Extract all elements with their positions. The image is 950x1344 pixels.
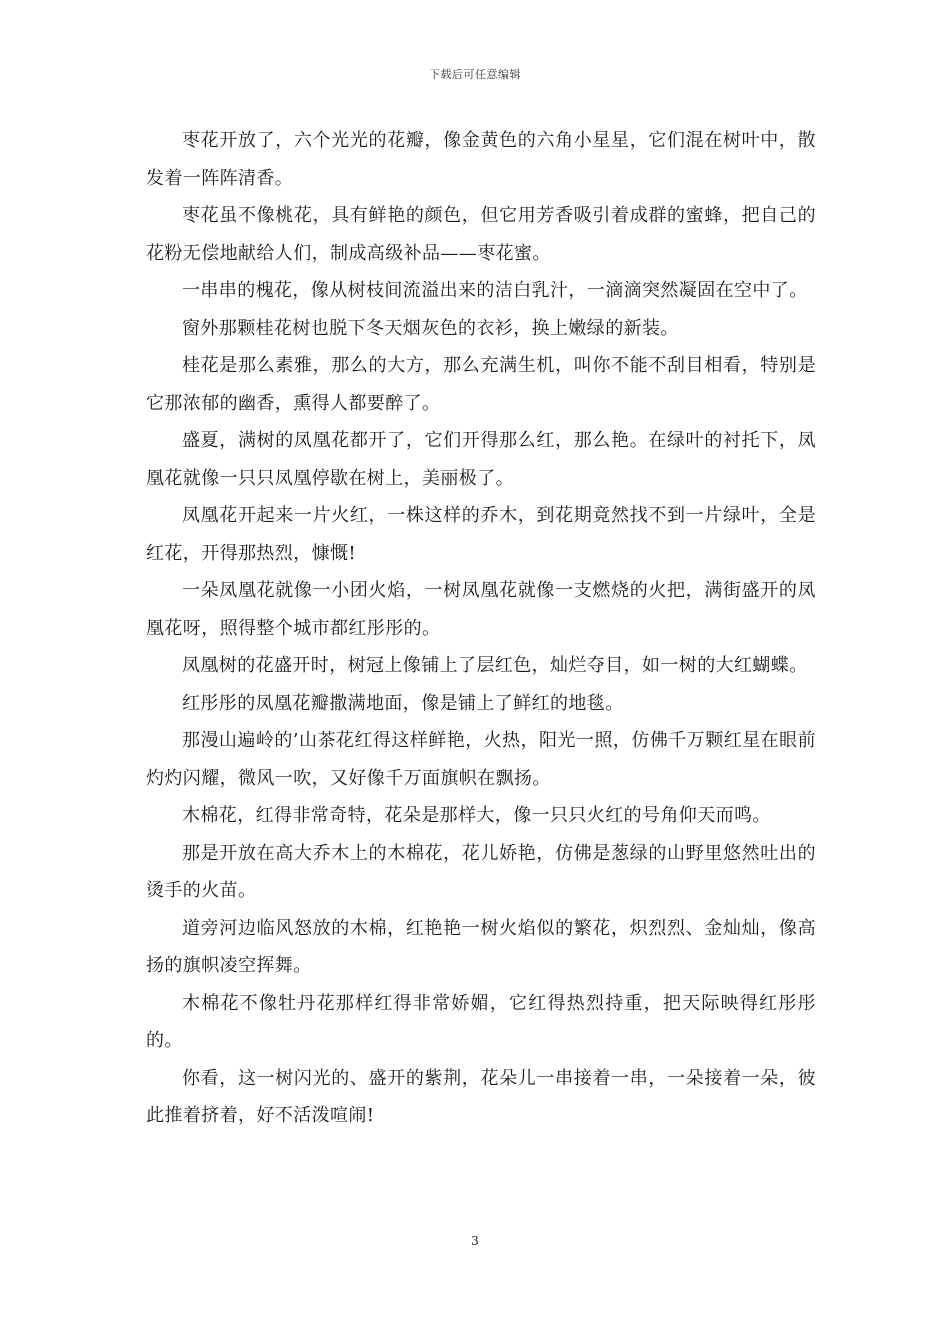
paragraph: 枣花开放了，六个光光的花瓣，像金黄色的六角小星星，它们混在树叶中，散发着一阵阵清香。 bbox=[146, 130, 816, 189]
paragraph: 凤凰树的花盛开时，树冠上像铺上了层红色，灿烂夺目，如一树的大红蝴蝶。 bbox=[182, 655, 808, 676]
paragraph: 木棉花不像牡丹花那样红得非常娇媚，它红得热烈持重，把天际映得红彤彤的。 bbox=[146, 992, 816, 1051]
paragraph: 那是开放在高大乔木上的木棉花，花儿娇艳，仿佛是葱绿的山野里悠然吐出的烫手的火苗。 bbox=[146, 842, 816, 901]
paragraph: 盛夏，满树的凤凰花都开了，它们开得那么红，那么艳。在绿叶的衬托下，凤凰花就像一只只凤凰停歇在树上，美丽极了。 bbox=[146, 430, 816, 489]
paragraph: 你看，这一树闪光的、盛开的紫荆，花朵儿一串接着一串，一朵接着一朵，彼此推着挤着，好不活泼喧闹! bbox=[146, 1067, 816, 1126]
page-header: 下载后可任意编辑 bbox=[429, 68, 521, 81]
paragraph: 木棉花，红得非常奇特，花朵是那样大，像一只只火红的号角仰天而鸣。 bbox=[182, 805, 771, 826]
body-text bbox=[146, 122, 816, 1135]
paragraph: 道旁河边临风怒放的木棉，红艳艳一树火焰似的繁花，炽烈烈、金灿灿，像高扬的旗帜凌空挥舞。 bbox=[146, 917, 816, 976]
page-number: 3 bbox=[471, 1234, 479, 1248]
paragraph: 枣花虽不像桃花，具有鲜艳的颜色，但它用芳香吸引着成群的蜜蜂，把自己的花粉无偿地献给人们，制成高级补品——枣花蜜。 bbox=[146, 205, 816, 264]
paragraph: 桂花是那么素雅，那么的大方，那么充满生机，叫你不能不刮目相看，特别是它那浓郁的幽香，熏得人都要醉了。 bbox=[146, 355, 816, 414]
paragraph: 一串串的槐花，像从树枝间流溢出来的洁白乳汁，一滴滴突然凝固在空中了。 bbox=[182, 280, 808, 301]
paragraph: 一朵凤凰花就像一小团火焰，一树凤凰花就像一支燃烧的火把，满街盛开的凤凰花呀，照得整个城市都红彤彤的。 bbox=[146, 580, 816, 639]
paragraph: 凤凰花开起来一片火红，一株这样的乔木，到花期竟然找不到一片绿叶，全是红花，开得那热烈，慷慨! bbox=[146, 505, 816, 564]
paragraph: 红彤彤的凤凰花瓣撒满地面，像是铺上了鲜红的地毯。 bbox=[182, 692, 624, 714]
paragraph: 窗外那颗桂花树也脱下冬天烟灰色的衣衫，换上嫩绿的新装。 bbox=[182, 317, 679, 339]
paragraph: 那漫山遍岭的’山茶花红得这样鲜艳，火热，阳光一照，仿佛千万颗红星在眼前灼灼闪耀，微风一吹，又好像千万面旗帜在飘扬。 bbox=[146, 730, 816, 789]
